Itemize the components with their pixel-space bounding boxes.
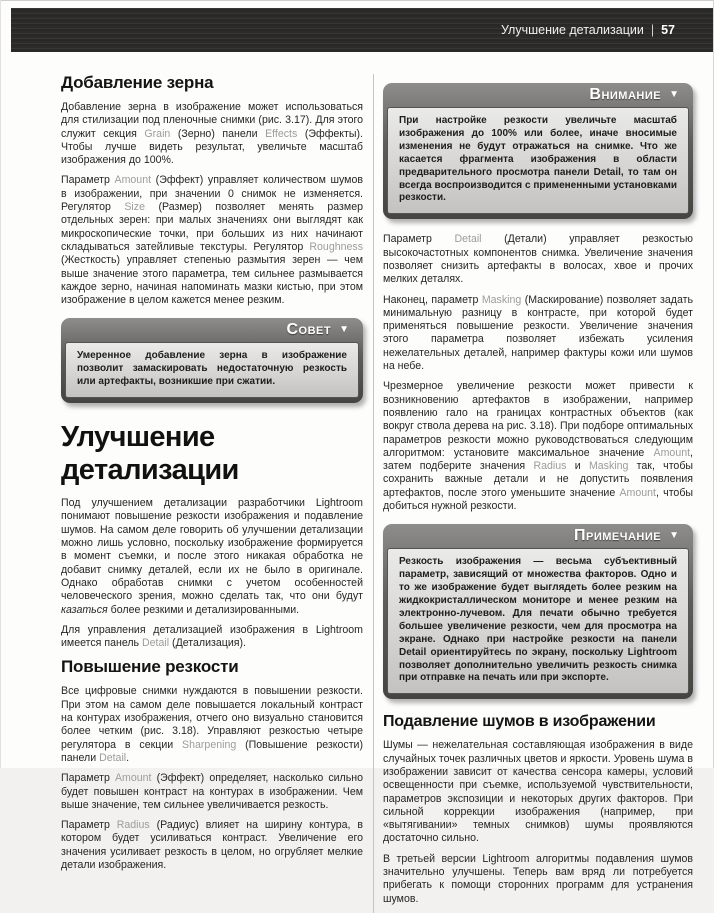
text-segment: (Размер) позволяет менять размер отдельных зерен: при малых значениях они выглядят как микроскопические точки, при больших из них начинают складываться затейливые текстуры. Регулятор: [61, 201, 363, 253]
heading-adding-grain: Добавление зерна: [61, 73, 214, 92]
heading-noise-reduction: Подавление шумов в изображении: [383, 713, 656, 731]
note-box-header: [387, 524, 689, 548]
text-segment-en: Amount: [114, 174, 152, 187]
paragraph-detail-param: [383, 233, 693, 286]
column-right: [383, 72, 693, 913]
text-segment-en: Detail: [454, 233, 482, 246]
text-segment-en: Amount: [653, 446, 691, 459]
text-segment-en: Radius: [116, 819, 150, 832]
text-segment: (Эффект) управляет количеством шумов в изображении, при значении 0 снимок не изменяется. Регулятор: [61, 174, 363, 214]
text-segment-en: Sharpening: [182, 738, 237, 751]
text-segment: Параметр: [61, 819, 117, 832]
column-left: [61, 72, 363, 913]
paragraph-grain-intro: [61, 101, 363, 167]
paragraph-masking-param: [383, 294, 693, 374]
text-segment: Все цифровые снимки нуждаются в повышении резкости. При этом на самом деле повышается локальный контраст на контурах изображения, отчего оно визуально становится более четким (рис. 3.18). Управляют резкостью четыре регулятора в секции: [61, 685, 363, 751]
text-segment: (Детализация).: [169, 637, 246, 650]
text-segment: более резкими и детализированными.: [107, 603, 300, 616]
text-segment: Для управления детализацией изображения в Lightroom имеется панель: [61, 623, 363, 650]
text-segment: (Эффекты). Чтобы лучше видеть результат, увеличьте масштаб изображения до 100%.: [61, 127, 363, 167]
page-header-title: Улучшение детализации: [500, 23, 644, 37]
text-segment: (Повышение резкости) панели: [61, 738, 363, 764]
text-segment-en: Detail: [142, 637, 170, 650]
paragraph-noise-lr3: В третьей версии Lightroom алгоритмы подавления шумов значительно улучшены. Теперь вам вряд ли потребуется прибегать к помощи сторонних программ для устранения шумов.: [383, 852, 693, 905]
page-header-separator: |: [650, 23, 655, 37]
collapse-triangle-icon: ▼: [339, 324, 349, 336]
paragraph-grain-params: [61, 174, 363, 307]
text-segment: Наконец, параметр: [383, 293, 482, 306]
text-segment-en: Amount: [114, 772, 152, 785]
page-number: 57: [661, 23, 675, 37]
text-segment-en: Amount: [619, 486, 656, 499]
paragraph-excess-sharpening: [383, 380, 693, 513]
tip-box: [61, 318, 363, 403]
collapse-triangle-icon: ▼: [669, 89, 679, 100]
paragraph-sharpen-intro: [61, 685, 363, 765]
text-segment-en: Masking: [481, 293, 522, 306]
attention-box-text: При настройке резкости увеличьте масштаб изображения до 100% или более, иначе вносимые изменения не будут отражаться на снимке. Что же касается фрагмента изображения в области предварительного просмотра панели Detail, то там он всегда воспроизводится с примененными установками резкости.: [387, 107, 689, 214]
text-segment-en: Radius: [533, 460, 567, 473]
text-segment: (Маскирование) позволяет задать минимальную разницу в контрасте, при которой будет применяться повышение резкости. Увеличение значения этого параметра позволяет избежать усиления нежелательных деталей, например фактуры кожи или шумов на небе.: [383, 293, 693, 373]
collapse-triangle-icon: ▼: [669, 530, 679, 542]
text-segment: Параметр: [61, 772, 115, 785]
text-segment: Чрезмерное увеличение резкости может привести к возникновению артефактов в изображении, например появлению гало на границах контрастных объектов (как вокруг ствола дерева на рис. 3.18). При подборе оптимальных параметров резкости можно руководствоваться следующим алгоритмом: установите максимальное значение: [383, 380, 693, 459]
page-top-margin: [1, 0, 713, 8]
text-segment-en: Grain: [144, 127, 171, 140]
text-segment: (Эффект) определяет, насколько сильно будет повышен контраст на контурах в изображении. Чем выше значение, тем сильнее увеличивается резкость.: [61, 772, 363, 811]
heading-sharpening: Повышение резкости: [61, 657, 239, 677]
note-box-text: Резкость изображения — весьма субъективный параметр, зависящий от множества факторов. Одно и то же изображение будет выглядеть более резким на жидкокристаллическом мониторе и менее резким на электронно-лучевом. Для печати обычно требуется большее увеличение резкости, чем для просмотра на экране. Однако при настройке резкости на панели Detail ориентируйтесь по экрану, поскольку Lightroom позволяет дополнительно увеличить резкость снимка при отправке на печать или при экспорте.: [387, 548, 689, 694]
tip-box-header: [65, 318, 359, 342]
text-segment: Параметр: [383, 233, 455, 246]
text-segment: , чтобы добиться нужной резкости.: [383, 486, 693, 512]
tip-box-label: Совет: [286, 321, 332, 339]
attention-box-header: [387, 83, 689, 107]
text-segment: так, чтобы сохранить важные детали и не допустить появления артефактов, после этого уменьшите значение: [383, 460, 694, 499]
heading-detail-improvement: Улучшение детализации: [61, 421, 239, 487]
paragraph-noise-intro: Шумы — нежелательная составляющая изображения в виде случайных точек различных цветов и яркости. Уровень шума в изображении зависит от качества сенсора камеры, условий освещенности при съемке, используемой чувствительности, параметров экспозиции и некоторых других факторов. При сильной коррекции изображения (например, при «вытягивании» темных снимков) шумы проявляются достаточно сильно.: [383, 739, 693, 845]
column-divider: [373, 74, 374, 913]
text-segment-en: Size: [124, 201, 145, 214]
text-segment: Под улучшением детализации разработчики Lightroom понимают повышение резкости изображения и подавление шумов. На самом деле говорить об улучшении детализации можно лишь условно, поскольку изображение формируется в момент съемки, и после этого никакая обработка не добавит снимку деталей, если их не было в оригинале. Однако обработав снимки с учетом особенностей человеческого зрения, можно сделать так, что они будут: [61, 497, 363, 603]
tip-box-text: Умеренное добавление зерна в изображение позволит замаскировать недостаточную резкость или артефакты, возникшие при сжатии.: [65, 342, 359, 398]
page-header-bar: [11, 8, 713, 52]
text-segment: .: [126, 751, 130, 764]
note-box: [383, 524, 693, 699]
page-content: [1, 52, 713, 913]
text-segment: Параметр: [61, 174, 115, 187]
text-segment: Добавление зерна в изображение может использоваться для стилизации под пленочные снимки (рис. 3.17). Для этого служит секция: [61, 101, 363, 140]
text-segment: (Жесткость) управляет степенью размытия зерен — чем выше значение этого параметра, тем сильнее размывается каждое зерно, начиная напоминать мазки кистью, при этом изображение в целом кажется менее резким.: [61, 254, 363, 307]
attention-box: [383, 83, 693, 219]
paragraph-sharpen-radius: [61, 819, 363, 872]
text-segment: , затем подберите значения: [383, 446, 693, 473]
text-segment: (Детали) управляет резкостью высокочастотных компонентов снимка. Увеличение значения позволяет снизить артефакты в волосах, хвое и прочих мелких деталях.: [383, 233, 693, 286]
text-segment-en: Detail: [99, 751, 127, 764]
text-segment: (Зерно) панели: [170, 127, 266, 140]
text-segment-italic: казаться: [61, 603, 108, 616]
text-segment-en: Effects: [265, 127, 298, 140]
text-segment-en: Roughness: [309, 240, 363, 253]
paragraph-detail-intro: [61, 497, 363, 617]
text-segment: (Радиус) влияет на ширину контура, в котором будет усиливаться контраст. Увеличение его значения усиливает резкость в целом, но огрубляет мелкие детали изображения.: [61, 819, 363, 871]
note-box-label: Примечание: [573, 527, 662, 545]
attention-box-label: Внимание: [589, 86, 662, 103]
text-segment-en: Masking: [588, 460, 629, 473]
paragraph-sharpen-amount: [61, 772, 363, 812]
paragraph-detail-panel: [61, 624, 363, 651]
text-segment: и: [566, 460, 589, 473]
